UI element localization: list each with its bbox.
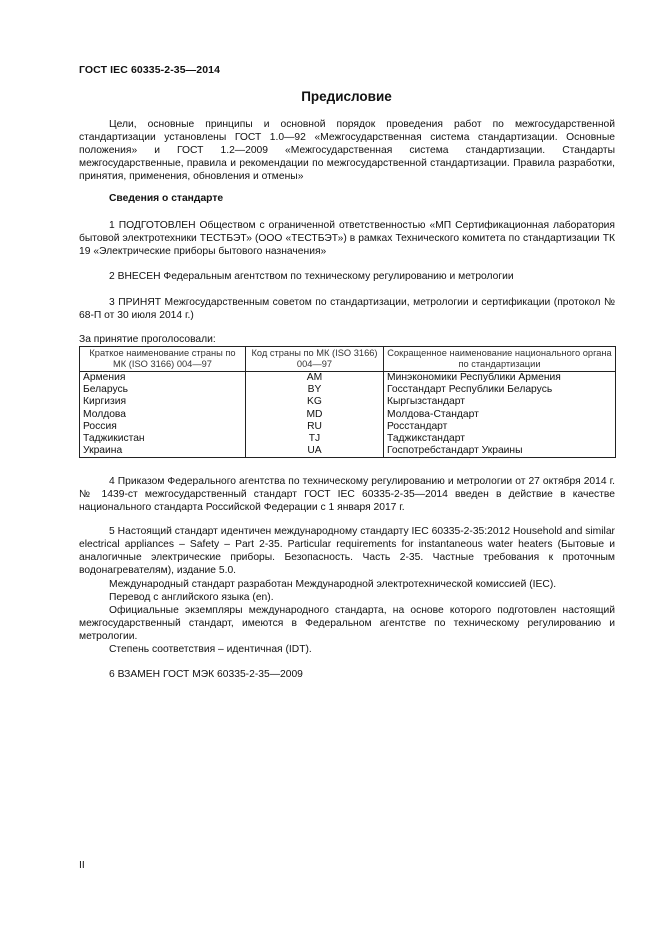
body-cell: Минэкономики Республики Армения: [384, 372, 616, 385]
country-cell: Украина: [80, 445, 246, 458]
page-number: II: [79, 860, 85, 871]
country-cell: Киргизия: [80, 396, 246, 408]
country-cell: Россия: [80, 421, 246, 433]
country-cell: Таджикистан: [80, 433, 246, 445]
column-header-country: Краткое наименование страны по МК (ISO 3166) 004—97: [80, 347, 246, 372]
column-header-body: Сокращенное наименование национального органа по стандартизации: [384, 347, 616, 372]
column-header-code: Код страны по МК (ISO 3166) 004—97: [246, 347, 384, 372]
item-5-translation: Перевод с английского языка (en).: [109, 592, 274, 603]
table-row: [80, 396, 616, 408]
table-header-row: [80, 347, 616, 372]
body-cell: Госпотребстандарт Украины: [384, 445, 616, 458]
body-cell: Кыргызстандарт: [384, 396, 616, 408]
country-cell: Беларусь: [80, 384, 246, 396]
item-5-official-copies: Официальные экземпляры международного стандарта, на основе которого подготовлен настоящий межгосударственный стандарт, имеются в Федеральном агентстве по техническому регулированию и метрологии.: [79, 605, 615, 643]
item-5-degree: Степень соответствия – идентичная (IDT).: [109, 644, 312, 655]
body-cell: Росстандарт: [384, 421, 616, 433]
code-cell: RU: [246, 421, 384, 433]
voting-label: За принятие проголосовали:: [79, 334, 216, 345]
code-cell: MD: [246, 409, 384, 421]
item-1-prepared: 1 ПОДГОТОВЛЕН Обществом с ограниченной ответственностью «МП Сертификационная лаборатория бытовой электротехники ТЕСТБЭТ» (ООО «ТЕСТБЭТ») в рамках Технического комитета по стандартизации ТК 19 «Электрические приборы бытового назначения»: [79, 220, 615, 258]
page-title: Предисловие: [301, 89, 392, 104]
item-6-replaces: 6 ВЗАМЕН ГОСТ МЭК 60335-2-35—2009: [109, 669, 303, 680]
table-row: [80, 372, 616, 385]
table-row: [80, 433, 616, 445]
code-cell: TJ: [246, 433, 384, 445]
item-3-adopted: 3 ПРИНЯТ Межгосударственным советом по стандартизации, метрологии и сертификации (протокол № 68-П от 30 июля 2014 г.): [79, 297, 615, 322]
table-row: [80, 445, 616, 458]
table-row: [80, 421, 616, 433]
table-row: [80, 384, 616, 396]
code-cell: AM: [246, 372, 384, 385]
intro-paragraph: Цели, основные принципы и основной порядок проведения работ по межгосударственной стандартизации установлены ГОСТ 1.0—92 «Межгосударственная система стандартизации. Основные положения» и ГОСТ 1.2—2009 «Межгосударственная система стандартизации. Стандарты межгосударственные, правила и рекомендации по межгосударственной стандартизации. Правила разработки, принятия, применения, обновления и отмены»: [79, 119, 615, 183]
document-code: ГОСТ IEC 60335-2-35—2014: [79, 64, 221, 76]
country-cell: Молдова: [80, 409, 246, 421]
item-5-developer: Международный стандарт разработан Международной электротехнической комиссией (IEC).: [109, 579, 557, 590]
voting-table: [79, 346, 616, 458]
code-cell: KG: [246, 396, 384, 408]
item-2-introduced: 2 ВНЕСЕН Федеральным агентством по техническому регулированию и метрологии: [109, 271, 514, 282]
body-cell: Таджикстандарт: [384, 433, 616, 445]
body-cell: Госстандарт Республики Беларусь: [384, 384, 616, 396]
code-cell: UA: [246, 445, 384, 458]
section-subtitle: Сведения о стандарте: [109, 193, 224, 204]
country-cell: Армения: [80, 372, 246, 385]
body-cell: Молдова-Стандарт: [384, 409, 616, 421]
item-4-order: 4 Приказом Федерального агентства по техническому регулированию и метрологии от 27 октября 2014 г. № 1439-ст межгосударственный стандарт ГОСТ IEC 60335-2-35—2014 введен в действие в качестве национального стандарта Российской Федерации с 1 января 2017 г.: [79, 476, 615, 514]
table-row: [80, 409, 616, 421]
code-cell: BY: [246, 384, 384, 396]
item-5-identical: 5 Настоящий стандарт идентичен международному стандарту IEC 60335-2-35:2012 Household and similar electrical appliances – Safety – Part 2-35. Particular requirements for instantaneous water heaters (Бытовые и аналогичные электрические приборы. Безопасность. Часть 2-35. Частные требования к проточным водонагревателям), издание 5.0.: [79, 526, 615, 577]
